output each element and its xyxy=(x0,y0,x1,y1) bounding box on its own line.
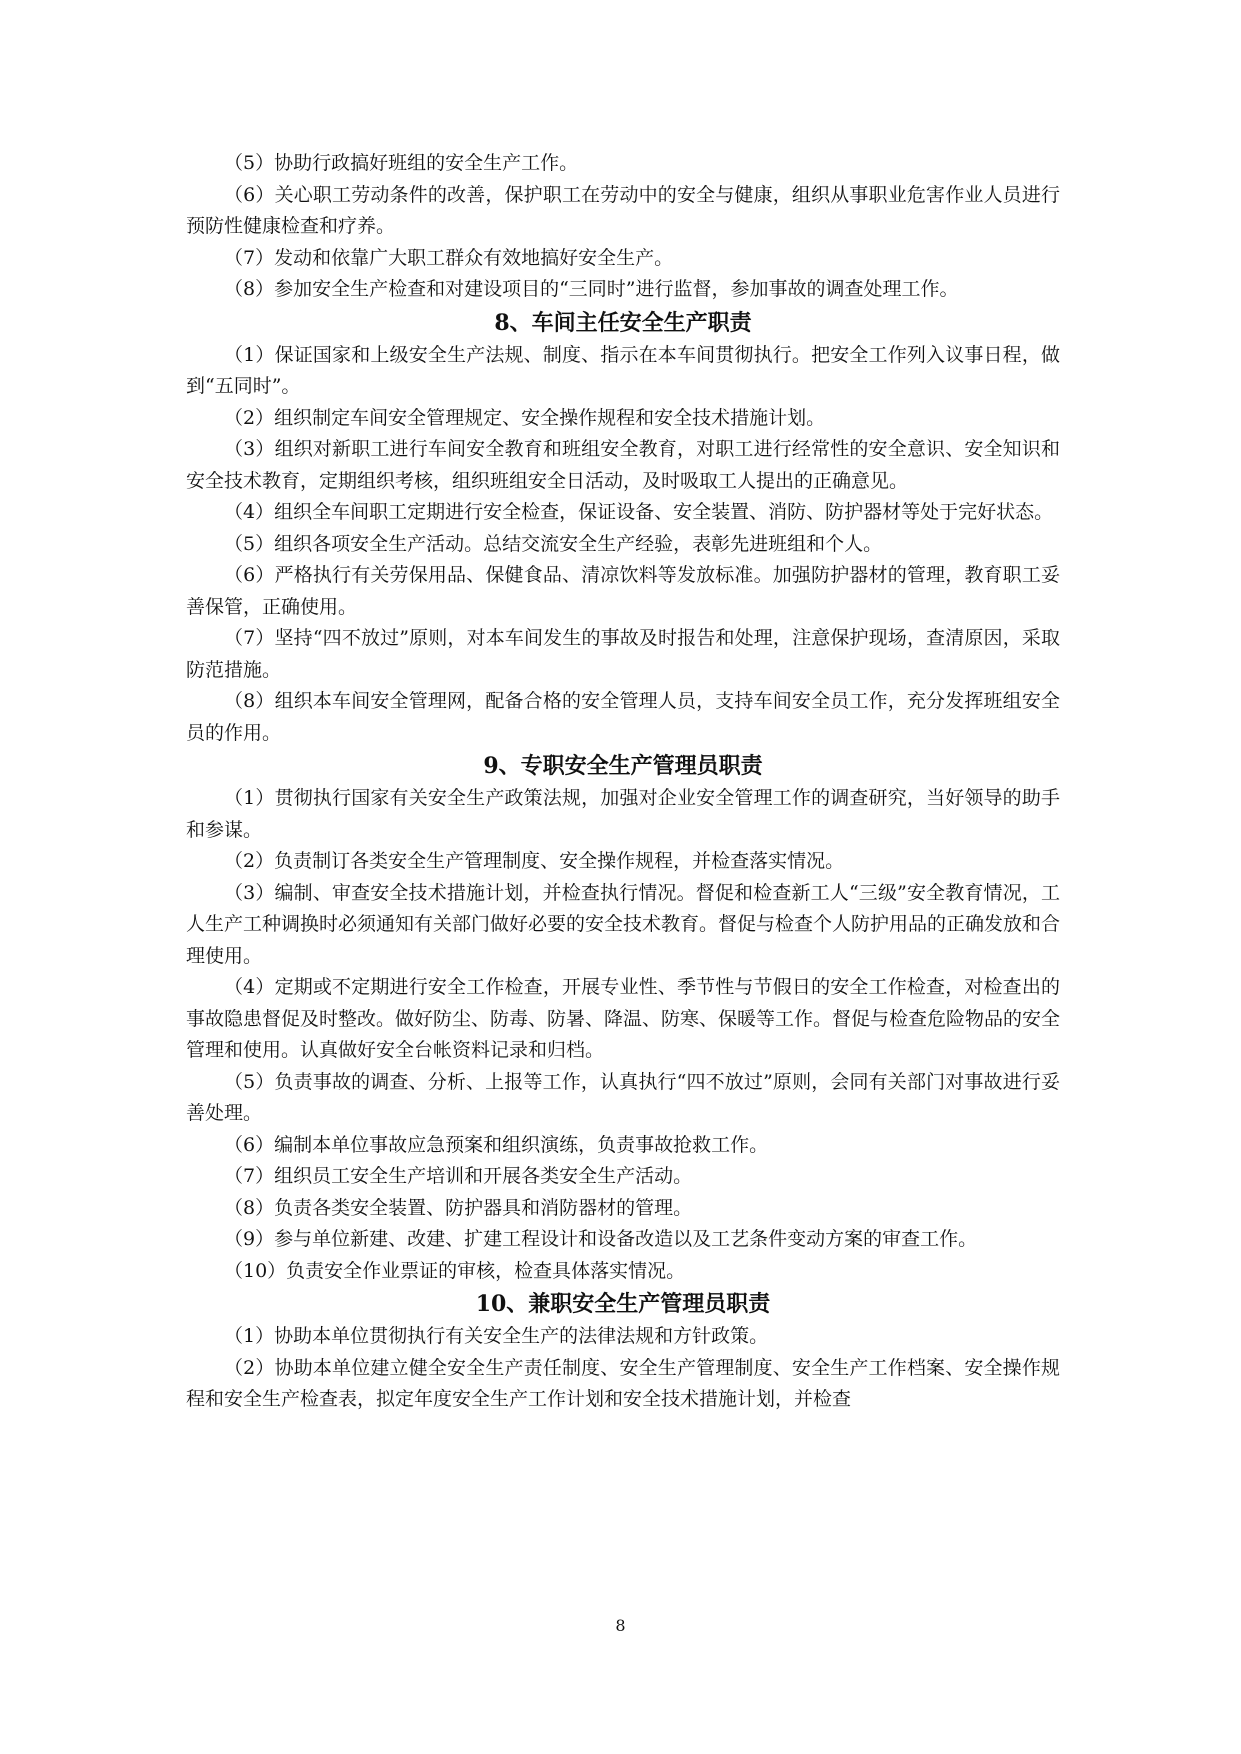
paragraph: （4）定期或不定期进行安全工作检查，开展专业性、季节性与节假日的安全工作检查，对检查出的事故隐患督促及时整改。做好防尘、防毒、防暑、降温、防寒、保暖等工作。督促与检查危险物品的安全管理和使用。认真做好安全台帐资料记录和归档。 xyxy=(186,976,1061,1061)
page-number: 8 xyxy=(615,1616,626,1635)
section-heading: 10、兼职安全生产管理员职责 xyxy=(475,1291,771,1317)
paragraph: （8）参加安全生产检查和对建设项目的“三同时”进行监督，参加事故的调查处理工作。 xyxy=(224,278,959,300)
paragraph: （8）组织本车间安全管理网，配备合格的安全管理人员，支持车间安全员工作，充分发挥班组安全员的作用。 xyxy=(186,690,1060,744)
paragraph: （9）参与单位新建、改建、扩建工程设计和设备改造以及工艺条件变动方案的审查工作。 xyxy=(224,1228,978,1250)
paragraph: （2）协助本单位建立健全安全生产责任制度、安全生产管理制度、安全生产工作档案、安全操作规程和安全生产检查表，拟定年度安全生产工作计划和安全技术措施计划，并检查 xyxy=(186,1356,1060,1410)
paragraph: （3）组织对新职工进行车间安全教育和班组安全教育，对职工进行经常性的安全意识、安全知识和安全技术教育，定期组织考核，组织班组安全日活动，及时吸取工人提出的正确意见。 xyxy=(186,438,1060,492)
paragraph: （1）贯彻执行国家有关安全生产政策法规，加强对企业安全管理工作的调查研究，当好领导的助手和参谋。 xyxy=(186,787,1060,841)
paragraph: （7）组织员工安全生产培训和开展各类安全生产活动。 xyxy=(224,1165,693,1187)
section-heading: 8、车间主任安全生产职责 xyxy=(494,309,752,336)
paragraph: （2）负责制订各类安全生产管理制度、安全操作规程，并检查落实情况。 xyxy=(224,850,845,872)
paragraph: （6）严格执行有关劳保用品、保健食品、清凉饮料等发放标准。加强防护器材的管理，教育职工妥善保管，正确使用。 xyxy=(186,564,1060,618)
paragraph: （7）发动和依靠广大职工群众有效地搞好安全生产。 xyxy=(224,246,674,269)
paragraph: （7）坚持“四不放过”原则，对本车间发生的事故及时报告和处理，注意保护现场，查清原因，采取防范措施。 xyxy=(186,627,1060,681)
paragraph: （5）组织各项安全生产活动。总结交流安全生产经验，表彰先进班组和个人。 xyxy=(224,532,883,555)
paragraph: （4）组织全车间职工定期进行安全检查，保证设备、安全装置、消防、防护器材等处于完好状态。 xyxy=(224,501,1054,523)
paragraph: （6）关心职工劳动条件的改善，保护职工在劳动中的安全与健康，组织从事职业危害作业人员进行预防性健康检查和疗养。 xyxy=(186,183,1060,237)
paragraph: （2）组织制定车间安全管理规定、安全操作规程和安全技术措施计划。 xyxy=(224,406,826,429)
paragraph: （6）编制本单位事故应急预案和组织演练，负责事故抢救工作。 xyxy=(224,1133,769,1156)
paragraph: （5）协助行政搞好班组的安全生产工作。 xyxy=(224,152,579,174)
paragraph: （10）负责安全作业票证的审核，检查具体落实情况。 xyxy=(224,1259,686,1282)
paragraph: （1）保证国家和上级安全生产法规、制度、指示在本车间贯彻执行。把安全工作列入议事日程，做到“五同时”。 xyxy=(186,343,1060,397)
paragraph: （3）编制、审查安全技术措施计划，并检查执行情况。督促和检查新工人“三级”安全教育情况，工人生产工种调换时必须通知有关部门做好必要的安全技术教育。督促与检查个人防护用品的正确发放和合理使用。 xyxy=(186,881,1061,967)
paragraph: （1）协助本单位贯彻执行有关安全生产的法律法规和方针政策。 xyxy=(224,1325,769,1347)
paragraph: （5）负责事故的调查、分析、上报等工作，认真执行“四不放过”原则，会同有关部门对事故进行妥善处理。 xyxy=(186,1070,1060,1124)
paragraph: （8）负责各类安全装置、防护器具和消防器材的管理。 xyxy=(224,1196,693,1219)
section-heading: 9、专职安全生产管理员职责 xyxy=(483,753,763,779)
page-content xyxy=(186,148,1060,1416)
